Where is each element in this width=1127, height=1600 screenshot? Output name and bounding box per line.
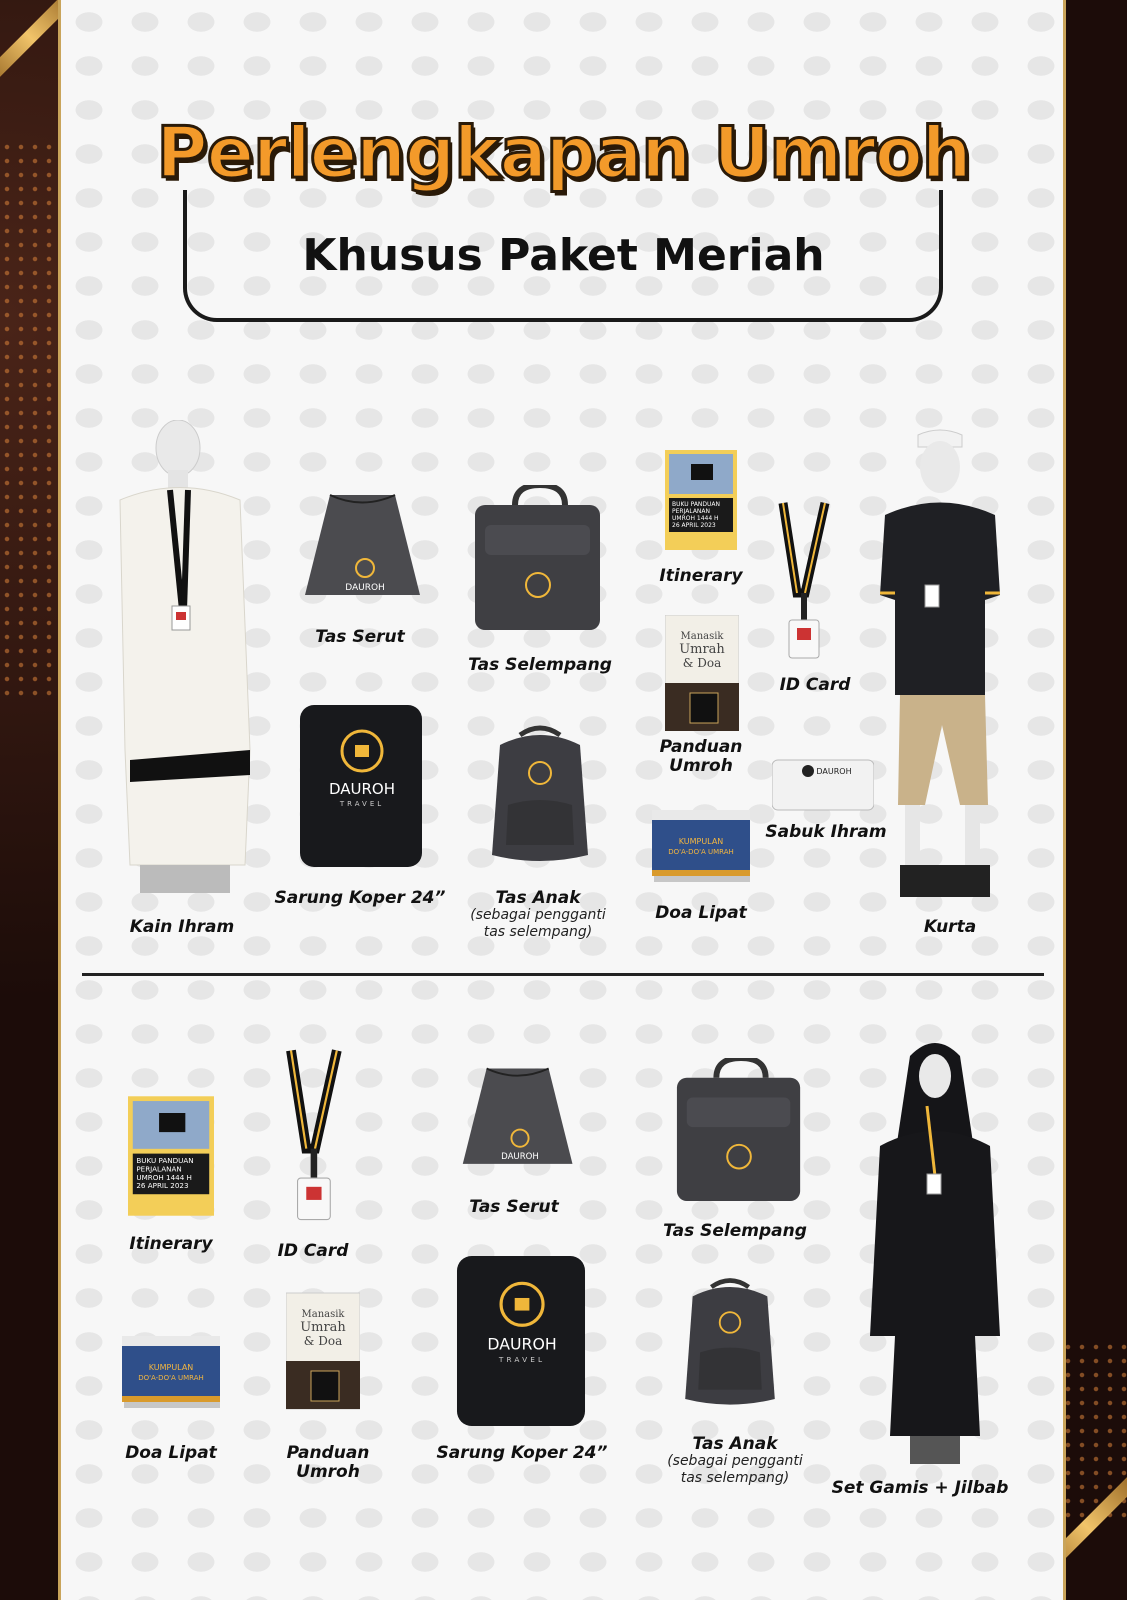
section-divider (82, 973, 1044, 976)
svg-text:& Doa: & Doa (682, 656, 722, 670)
id-card-lanyard-image (282, 1045, 348, 1225)
svg-text:DO'A-DO'A UMRAH: DO'A-DO'A UMRAH (668, 848, 734, 856)
svg-text:DAUROH: DAUROH (816, 767, 852, 776)
luggage-cover-image (300, 705, 422, 867)
label-itinerary: Itinerary (659, 566, 743, 586)
svg-text:UMROH 1444 H: UMROH 1444 H (136, 1172, 192, 1182)
svg-text:DAUROH: DAUROH (487, 1334, 557, 1354)
svg-text:TRAVEL: TRAVEL (498, 1354, 546, 1364)
label-kain-ihram: Kain Ihram (129, 917, 235, 937)
svg-text:DAUROH: DAUROH (328, 780, 396, 798)
id-card-lanyard-image (775, 498, 835, 663)
prayer-leaflet-image (122, 1336, 220, 1412)
label-panduan-line1: Panduan (286, 1443, 370, 1463)
ihram-mannequin-image (110, 420, 260, 895)
svg-text:KUMPULAN: KUMPULAN (148, 1363, 194, 1372)
svg-text:PERJALANAN: PERJALANAN (136, 1164, 182, 1174)
label-sarung-koper: Sarung Koper 24” (274, 888, 446, 908)
svg-text:DAUROH: DAUROH (345, 583, 385, 593)
label-sabuk-ihram: Sabuk Ihram (765, 822, 887, 842)
svg-text:TRAVEL: TRAVEL (339, 800, 385, 808)
label-tas-anak: Tas Anak (495, 888, 581, 908)
prayer-leaflet-image (652, 810, 750, 886)
label-id-card: ID Card (779, 675, 851, 695)
label-kurta: Kurta (923, 917, 977, 937)
svg-text:26 APRIL 2023: 26 APRIL 2023 (672, 522, 716, 529)
svg-text:KUMPULAN: KUMPULAN (678, 837, 724, 846)
label-doa-lipat: Doa Lipat (125, 1443, 217, 1463)
decor-dots-left (0, 140, 60, 700)
label-panduan-line2: Umroh (296, 1462, 360, 1482)
guide-book-image (286, 1291, 360, 1411)
shoulder-bag-image (672, 1058, 810, 1206)
svg-text:DAUROH: DAUROH (501, 1152, 539, 1163)
svg-text:& Doa: & Doa (303, 1334, 343, 1348)
svg-text:PERJALANAN: PERJALANAN (672, 508, 711, 515)
page-subtitle: Khusus Paket Meriah (302, 230, 825, 281)
label-tas-selempang: Tas Selempang (468, 655, 612, 675)
label-itinerary: Itinerary (129, 1234, 213, 1254)
svg-text:DO'A-DO'A UMRAH: DO'A-DO'A UMRAH (138, 1374, 204, 1382)
label-tas-serut: Tas Serut (315, 627, 405, 647)
ihram-belt-image (772, 756, 874, 812)
kids-backpack-image (480, 725, 600, 865)
guide-book-image (665, 615, 739, 731)
drawstring-bag-image (300, 490, 430, 610)
note-tas-anak-line2: tas selempang) (483, 924, 593, 940)
svg-text:BUKU PANDUAN: BUKU PANDUAN (672, 501, 721, 508)
svg-text:26 APRIL 2023: 26 APRIL 2023 (136, 1181, 189, 1191)
label-panduan-line1: Panduan (659, 737, 743, 757)
svg-text:UMROH 1444 H: UMROH 1444 H (672, 515, 719, 522)
label-tas-anak: Tas Anak (692, 1434, 778, 1454)
itinerary-booklet-image (665, 450, 737, 550)
shoulder-bag-image (470, 485, 610, 635)
kurta-mannequin-image (880, 425, 1010, 905)
label-tas-serut: Tas Serut (469, 1197, 559, 1217)
svg-text:Manasik: Manasik (680, 631, 724, 642)
note-tas-anak-line2: tas selempang) (680, 1470, 790, 1486)
note-tas-anak-line1: (sebagai pengganti (667, 1453, 803, 1469)
label-sarung-koper: Sarung Koper 24” (436, 1443, 608, 1463)
itinerary-booklet-image (128, 1095, 214, 1217)
drawstring-bag-image (458, 1060, 582, 1182)
gamis-mannequin-image (865, 1036, 1015, 1466)
page-title: Perlengkapan Umroh (156, 112, 971, 194)
luggage-cover-image (456, 1256, 586, 1426)
svg-text:Umrah: Umrah (679, 642, 725, 657)
label-doa-lipat: Doa Lipat (655, 903, 747, 923)
note-tas-anak-line1: (sebagai pengganti (470, 907, 606, 923)
label-id-card: ID Card (277, 1241, 349, 1261)
label-panduan-line2: Umroh (669, 756, 733, 776)
kids-backpack-image (674, 1276, 786, 1410)
svg-text:BUKU PANDUAN: BUKU PANDUAN (136, 1156, 194, 1166)
svg-text:Umrah: Umrah (300, 1320, 346, 1335)
svg-text:Manasik: Manasik (301, 1309, 345, 1320)
label-set-gamis: Set Gamis + Jilbab (831, 1478, 1009, 1498)
label-tas-selempang: Tas Selempang (663, 1221, 807, 1241)
